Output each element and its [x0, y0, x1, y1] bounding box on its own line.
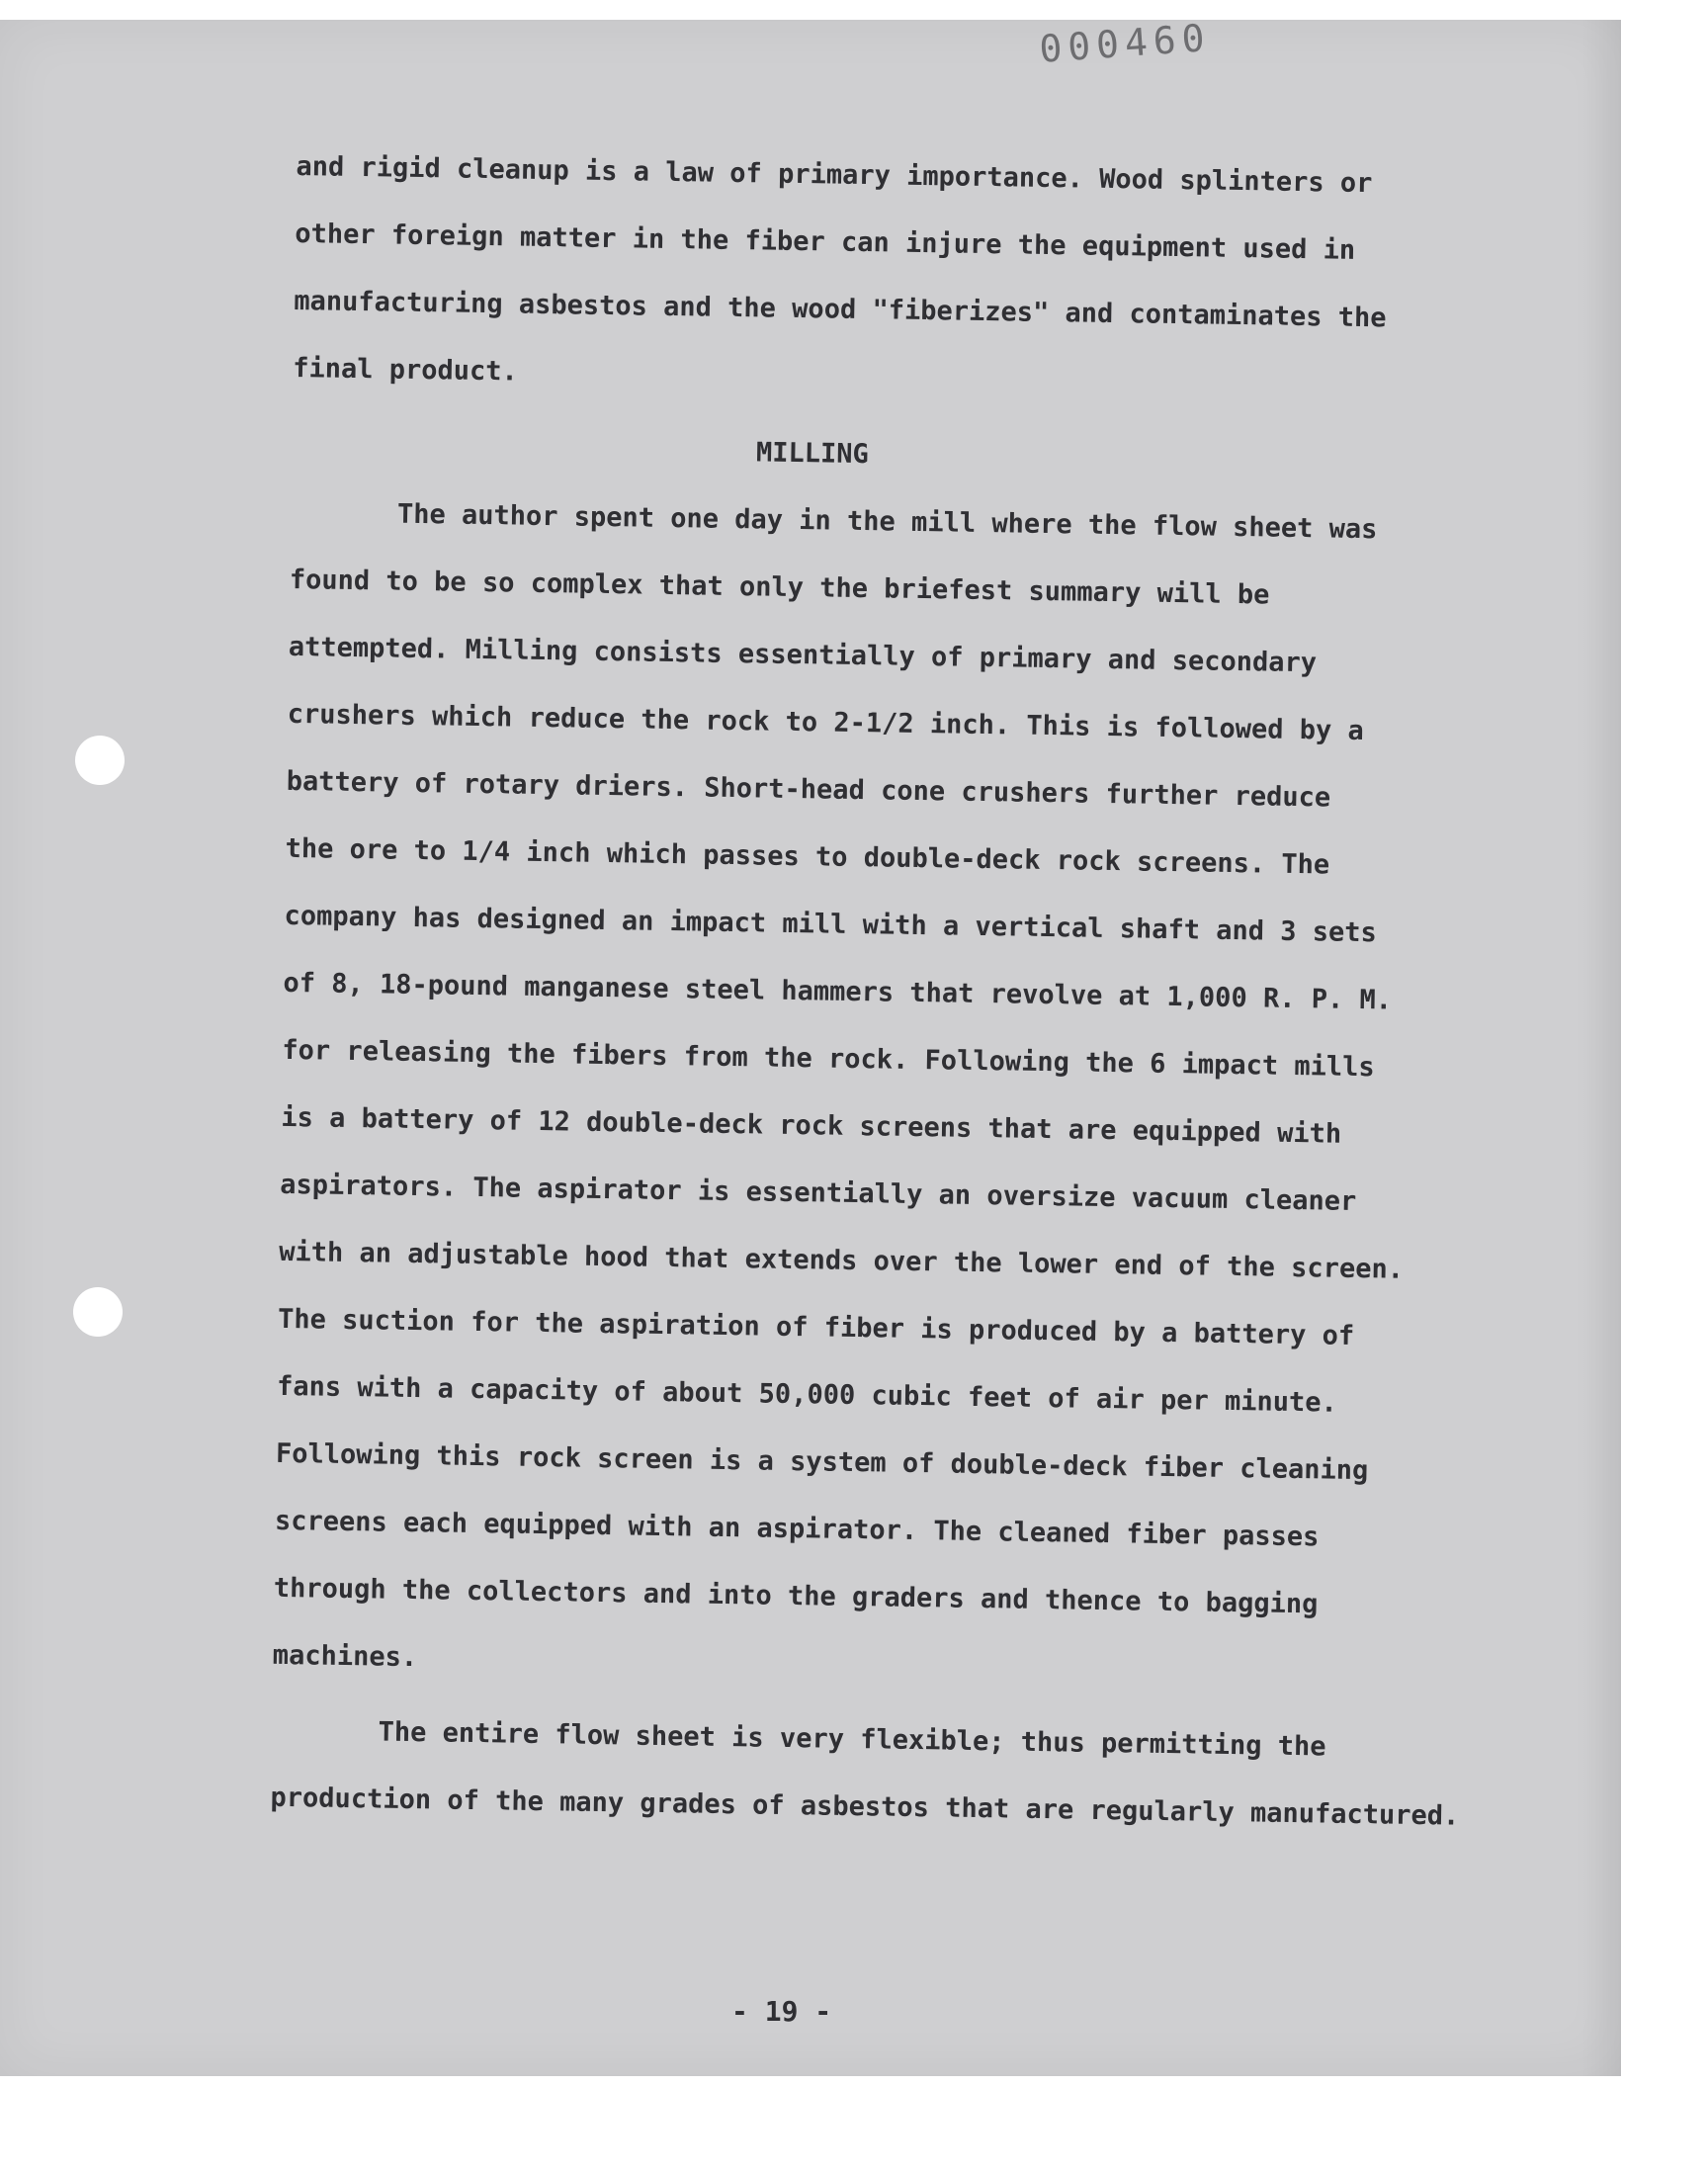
text-line: the ore to 1/4 inch which passes to double-deck rock screens. The	[285, 832, 1330, 881]
text-line: The entire flow sheet is very flexible; thus permitting the	[378, 1716, 1326, 1763]
body-text	[270, 133, 1483, 1851]
text-line: production of the many grades of asbestos that are regularly manufactured.	[270, 1782, 1460, 1832]
text-line: The suction for the aspiration of fiber is produced by a battery of	[277, 1303, 1355, 1351]
text-line: is a battery of 12 double-deck rock screens that are equipped with	[281, 1101, 1342, 1150]
text-line: attempted. Milling consists essentially of primary and secondary	[288, 631, 1318, 679]
section-heading: MILLING	[755, 437, 870, 471]
text-line: manufacturing asbestos and the wood "fiberizes" and contaminates the	[294, 285, 1387, 334]
text-line: company has designed an impact mill with a vertical shaft and 3 sets	[284, 900, 1378, 949]
text-line: for releasing the fibers from the rock. Following the 6 impact mills	[282, 1034, 1375, 1084]
text-line: other foreign matter in the fiber can injure the equipment used in	[295, 218, 1356, 266]
paper-edge-shadow	[1581, 20, 1621, 2076]
text-line: of 8, 18-pound manganese steel hammers that revolve at 1,000 R. P. M.	[283, 967, 1393, 1016]
text-line: and rigid cleanup is a law of primary importance. Wood splinters or	[296, 150, 1373, 200]
text-line: machines.	[272, 1639, 418, 1674]
text-line: battery of rotary driers. Short-head cone crushers further reduce	[286, 765, 1331, 814]
paragraph-milling	[272, 479, 1477, 1708]
text-line: The author spent one day in the mill where the flow sheet was	[396, 498, 1378, 546]
text-line: fans with a capacity of about 50,000 cubic feet of air per minute.	[276, 1370, 1338, 1419]
document-stamp-number: 000460	[1038, 15, 1212, 71]
text-line: screens each equipped with an aspirator. The cleaned fiber passes	[274, 1505, 1320, 1553]
text-line: final product.	[293, 352, 519, 388]
paragraph-flow-sheet	[270, 1697, 1458, 1851]
punch-hole-top	[75, 736, 125, 785]
punch-hole-bottom	[73, 1287, 123, 1337]
text-line: found to be so complex that only the briefest summary will be	[289, 564, 1270, 611]
text-line: Following this rock screen is a system of double-deck fiber cleaning	[275, 1437, 1369, 1487]
text-line: through the collectors and into the graders and thence to bagging	[273, 1572, 1319, 1620]
page-number: - 19 -	[731, 1995, 832, 2028]
text-line: crushers which reduce the rock to 2-1/2 inch. This is followed by a	[287, 698, 1365, 747]
text-line: aspirators. The aspirator is essentially an oversize vacuum cleaner	[280, 1169, 1357, 1217]
paragraph-intro	[293, 133, 1483, 421]
text-line: with an adjustable hood that extends over the lower end of the screen.	[278, 1236, 1405, 1285]
